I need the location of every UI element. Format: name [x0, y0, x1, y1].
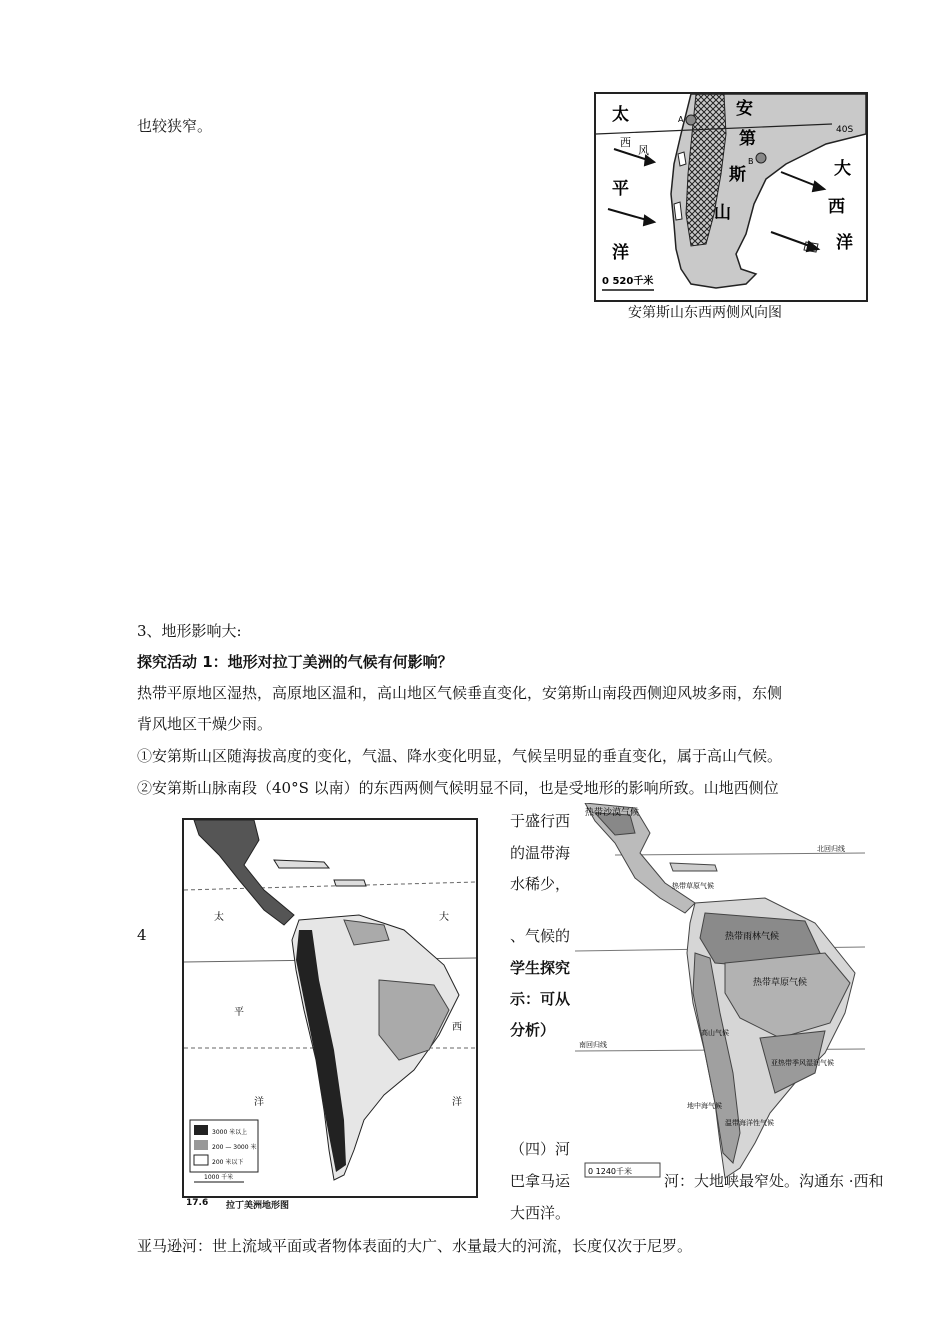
terrain-map [182, 818, 478, 1198]
activity-1-title: 探究活动 1：地形对拉丁美洲的气候有何影响？ [137, 653, 453, 671]
climate-label-highland: 高山气候 [701, 1029, 729, 1037]
label-yang-east: 洋 [836, 233, 853, 253]
terrain-caption-num: 17.6 [186, 1198, 209, 1208]
terrain-label-ping: 平 [234, 1007, 244, 1018]
text-fragment: 学生探究 [510, 959, 571, 977]
label-xi-east: 西 [828, 197, 845, 217]
amazon-line: 亚马逊河：世上流域平面或者物体表面的大广、水量最大的河流，长度仅次于尼罗。 [137, 1237, 693, 1255]
climate-label-temperate: 温带海洋性气候 [725, 1119, 774, 1127]
climate-label-med: 地中海气候 [687, 1102, 722, 1110]
section-3-heading: 3、地形影响大: [137, 622, 242, 640]
scale-label: 0 520千米 [602, 276, 654, 287]
climate-label-tropic-capricorn: 南回归线 [579, 1041, 607, 1049]
text-fragment: 大西洋。 [510, 1204, 571, 1222]
label-yang-west: 洋 [612, 243, 629, 263]
paragraph-line: 热带平原地区湿热，高原地区温和，高山地区气候垂直变化，安第斯山南段西侧迎风坡多雨，东侧 [137, 684, 783, 702]
label-feng: 风 [638, 144, 649, 157]
point-a-label: A [678, 115, 684, 124]
terrain-label-yang: 洋 [254, 1097, 264, 1108]
terrain-label-yang-east: 洋 [452, 1097, 462, 1108]
label-tai: 太 [612, 105, 629, 125]
latitude-label: 40S [836, 125, 854, 135]
text-fragment: 河：大地峡最窄处。沟通东 ·西和 [664, 1172, 884, 1190]
climate-scale: 0 1240千米 [588, 1167, 632, 1176]
text-fragment-top: 也较狭窄。 [137, 117, 213, 135]
label-si: 斯 [729, 165, 746, 185]
text-fragment: 于盛行西 [510, 812, 571, 830]
climate-label-tropic-cancer: 北回归线 [817, 845, 845, 853]
legend-item: 200 米以下 [212, 1159, 244, 1166]
legend-item: 200 — 3000 米 [212, 1144, 257, 1151]
climate-label-savanna-big: 热带草原气候 [753, 978, 808, 988]
paragraph-line: 背风地区干燥少雨。 [137, 715, 273, 733]
text-fragment: 的温带海 [510, 844, 571, 862]
label-di: 第 [739, 129, 756, 149]
climate-label-rainforest: 热带雨林气候 [725, 932, 780, 942]
label-da: 大 [834, 159, 851, 179]
text-fragment: 示：可从 [510, 990, 571, 1008]
point-1: ①安第斯山区随海拔高度的变化，气温、降水变化明显，气候呈明显的垂直变化，属于高山气候。 [137, 747, 783, 765]
text-fragment: 分析） [510, 1021, 556, 1039]
terrain-label-xi: 西 [452, 1022, 462, 1033]
label-xi-wind: 西 [620, 136, 631, 149]
text-fragment: 水稀少， [510, 875, 571, 893]
legend-item: 3000 米以上 [212, 1129, 248, 1136]
climate-label-desert: 热带沙漠气候 [585, 808, 640, 818]
point-b-label: B [748, 157, 754, 166]
wind-direction-map [594, 92, 868, 302]
text-fragment: （四）河 [510, 1140, 571, 1158]
label-ping: 平 [612, 179, 629, 199]
terrain-scale: 1000 千米 [204, 1174, 234, 1181]
terrain-label-da: 大 [439, 912, 449, 923]
climate-label-savanna-small: 热带草原气候 [672, 882, 714, 890]
climate-label-subtropic: 亚热带季风湿润气候 [771, 1059, 834, 1067]
climate-map [575, 803, 865, 1181]
label-an: 安 [736, 99, 753, 119]
label-shan: 山 [714, 203, 731, 223]
text-fragment: 巴拿马运 [510, 1172, 571, 1190]
item-number: 4 [137, 926, 147, 944]
terrain-caption: 拉丁美洲地形图 [226, 1201, 290, 1211]
wind-map-caption: 安第斯山东西两侧风向图 [628, 305, 782, 321]
point-2: ②安第斯山脉南段（40°S 以南）的东西两侧气候明显不同，也是受地形的影响所致。山地西侧位 [137, 779, 779, 797]
terrain-label-tai: 太 [214, 912, 224, 923]
text-fragment: 、气候的 [510, 927, 571, 945]
